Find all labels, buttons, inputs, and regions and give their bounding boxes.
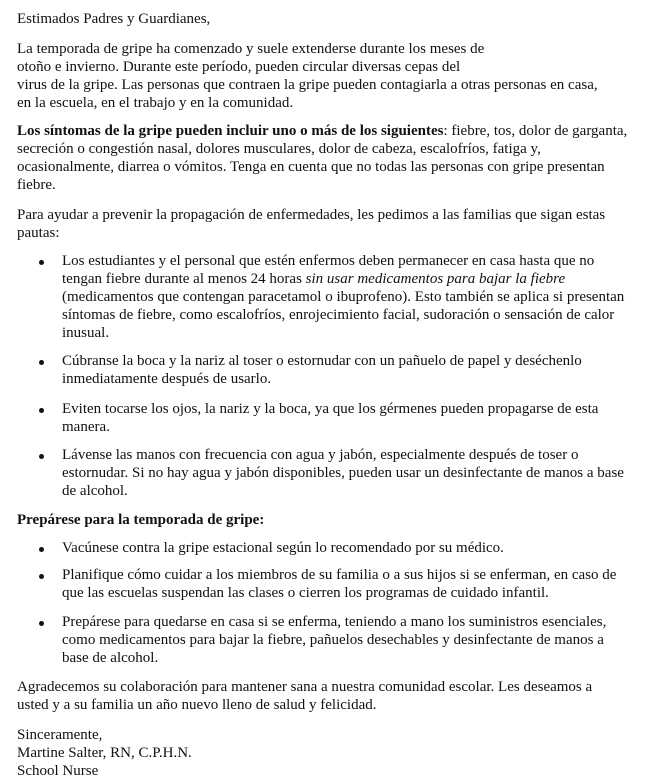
bullet-icon [39,454,44,459]
intro-paragraph [17,40,598,112]
thanks-paragraph: Agradecemos su colaboración para mantener sana a nuestra comunidad escolar. Les deseamos a usted y a su familia un año nuevo lleno de salud y felicidad. [17,679,593,713]
guideline-item: Lávense las manos con frecuencia con agua y jabón, especialmente después de toser o estornudar. Si no hay agua y jabón disponibles, pueden usar un desinfectante de manos a base de alcohol. [17,446,637,500]
signer-title: School Nurse [17,763,99,779]
prepare-item: Prepárese para quedarse en casa si se enferma, teniendo a mano los suministros esenciales, como medicamentos para bajar la fiebre, pañuelos desechables y desinfectante de manos a base de alcohol. [17,613,637,667]
bullet-icon [39,621,44,626]
bullet-icon [39,408,44,413]
emphasis-text: sin usar medicamentos para bajar la fiebre [305,271,566,287]
intro-line: virus de la gripe. Las personas que contraen la gripe pueden contagiarla a otras personas en casa, [17,77,598,93]
prepare-item: Planifique cómo cuidar a los miembros de su familia o a sus hijos si se enferman, en caso de que las escuelas suspendan las clases o cierren los programas de cuidado infantil. [17,566,637,602]
bullet-icon [39,574,44,579]
intro-line: La temporada de gripe ha comenzado y suele extenderse durante los meses de [17,41,485,57]
bullet-icon [39,360,44,365]
prevention-intro: Para ayudar a prevenir la propagación de enfermedades, les pedimos a las familias que sigan estas pautas: [17,207,606,241]
bullet-icon [39,260,44,265]
guideline-item: Los estudiantes y el personal que estén enfermos deben permanecer en casa hasta que no tengan fiebre durante al menos 24 horas sin usar medicamentos para bajar la fiebre (medicamentos que contengan paracetamol o ibuprofeno). Esto también se aplica si presentan síntomas de fiebre, como escalofríos, enrojecimiento facial, sudoración o sensación de calor inusual. [17,252,637,342]
signature-block [17,726,192,780]
prepare-heading: Prepárese para la temporada de gripe: [17,512,265,528]
intro-line: en la escuela, en el trabajo y en la comunidad. [17,95,294,111]
intro-line: otoño e invierno. Durante este período, pueden circular diversas cepas del [17,59,461,75]
bullet-icon [39,547,44,552]
signoff: Sinceramente, [17,727,103,743]
symptoms-paragraph [17,122,632,194]
signer-name: Martine Salter, RN, C.P.H.N. [17,745,192,761]
symptoms-list: : fiebre, tos, dolor de garganta, secreción o congestión nasal, dolores musculares, dolor de cabeza, escalofríos, fatiga y, ocasionalmente, diarrea o vómitos. Tenga en cuenta que no todas las personas con gripe presentan fiebre. [17,123,628,193]
guideline-item: Eviten tocarse los ojos, la nariz y la boca, ya que los gérmenes pueden propagarse de esta manera. [17,400,637,436]
prepare-item: Vacúnese contra la gripe estacional según lo recomendado por su médico. [17,539,637,557]
symptoms-lead: Los síntomas de la gripe pueden incluir uno o más de los siguientes [17,123,444,139]
guideline-item: Cúbranse la boca y la nariz al toser o estornudar con un pañuelo de papel y deséchenlo inmediatamente después de usarlo. [17,352,637,388]
greeting: Estimados Padres y Guardianes, [17,11,211,27]
